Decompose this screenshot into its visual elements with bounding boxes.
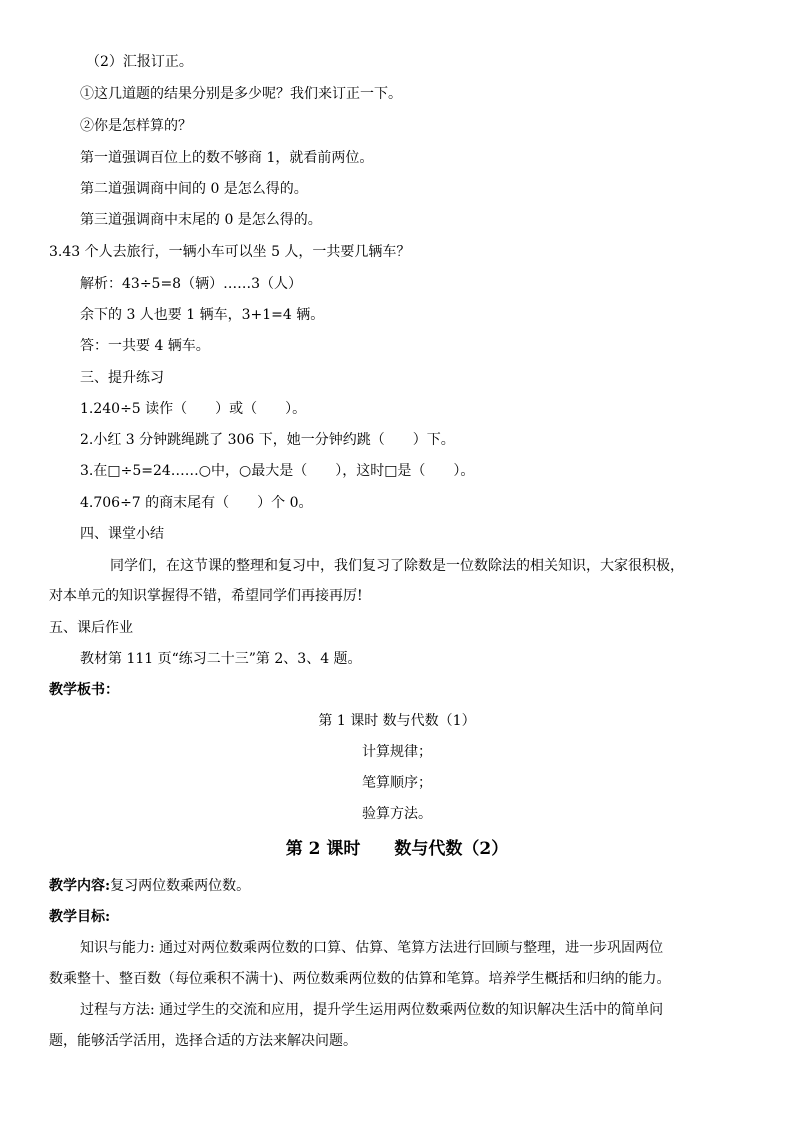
report-correction-heading: （2）汇报订正。 [86, 54, 193, 70]
travel-analysis: 解析：43÷5=8（辆）……3（人） [80, 276, 302, 292]
travel-remainder: 余下的 3 人也要 1 辆车，3+1=4 辆。 [80, 307, 325, 323]
calculation-question: ②你是怎样算的？ [80, 118, 192, 134]
practice-item-3: 3.在□÷5=24……○中，○最大是（ ），这时□是（ ）。 [80, 463, 475, 479]
board-title: 第 1 课时 数与代数（1） [318, 713, 476, 729]
summary-line-2: 对本单元的知识掌握得不错，希望同学们再接再厉! [49, 588, 363, 604]
teaching-content [49, 876, 250, 896]
board-item-check: 验算方法。 [362, 806, 432, 822]
practice-item-4: 4.706÷7 的商末尾有（ ）个 0。 [80, 495, 313, 511]
travel-answer: 答：一共要 4 辆车。 [80, 338, 210, 354]
correction-question: ①这几道题的结果分别是多少呢？我们来订正一下。 [80, 86, 402, 102]
section-homework-heading: 五、课后作业 [49, 620, 133, 636]
third-problem-note: 第三道强调商中末尾的 0 是怎么得的。 [80, 212, 322, 228]
practice-item-1: 1.240÷5 读作（ ）或（ ）。 [80, 401, 307, 417]
travel-problem: 3.43 个人去旅行，一辆小车可以坐 5 人，一共要几辆车？ [49, 244, 411, 260]
section-practice-heading: 三、提升练习 [80, 370, 164, 386]
teaching-content-label: 教学内容: [49, 878, 111, 894]
practice-item-2: 2.小红 3 分钟跳绳跳了 306 下，她一分钟约跳（ ）下。 [80, 432, 455, 448]
first-problem-note: 第一道强调百位上的数不够商 1，就看前两位。 [80, 150, 374, 166]
section-summary-heading: 四、课堂小结 [80, 526, 164, 542]
teaching-goals-label: 教学目标: [49, 909, 111, 925]
board-label: 教学板书： [49, 682, 119, 698]
board-item-order: 笔算顺序； [362, 775, 432, 791]
goal-knowledge-line-1: 知识与能力: 通过对两位数乘两位数的口算、估算、笔算方法进行回顾与整理，进一步巩固两位 [80, 940, 664, 956]
board-item-rules: 计算规律； [362, 744, 432, 760]
homework-text: 教材第 111 页“练习二十三”第 2、3、4 题。 [80, 651, 362, 667]
goal-knowledge-line-2: 数乘整十、整百数（每位乘积不满十)、两位数乘两位数的估算和笔算。培养学生概括和归纳的能力。 [49, 971, 671, 987]
goal-process-line-1: 过程与方法: 通过学生的交流和应用，提升学生运用两位数乘两位数的知识解决生活中的简单问 [80, 1002, 664, 1018]
summary-line-1: 同学们，在这节课的整理和复习中，我们复习了除数是一位数除法的相关知识，大家很积极， [110, 558, 684, 574]
second-problem-note: 第二道强调商中间的 0 是怎么得的。 [80, 181, 308, 197]
lesson2-heading: 第 2 课时 数与代数（2） [285, 839, 509, 859]
goal-process-line-2: 题，能够活学活用，选择合适的方法来解决问题。 [49, 1033, 357, 1049]
teaching-content-text: 复习两位数乘两位数。 [110, 878, 251, 894]
